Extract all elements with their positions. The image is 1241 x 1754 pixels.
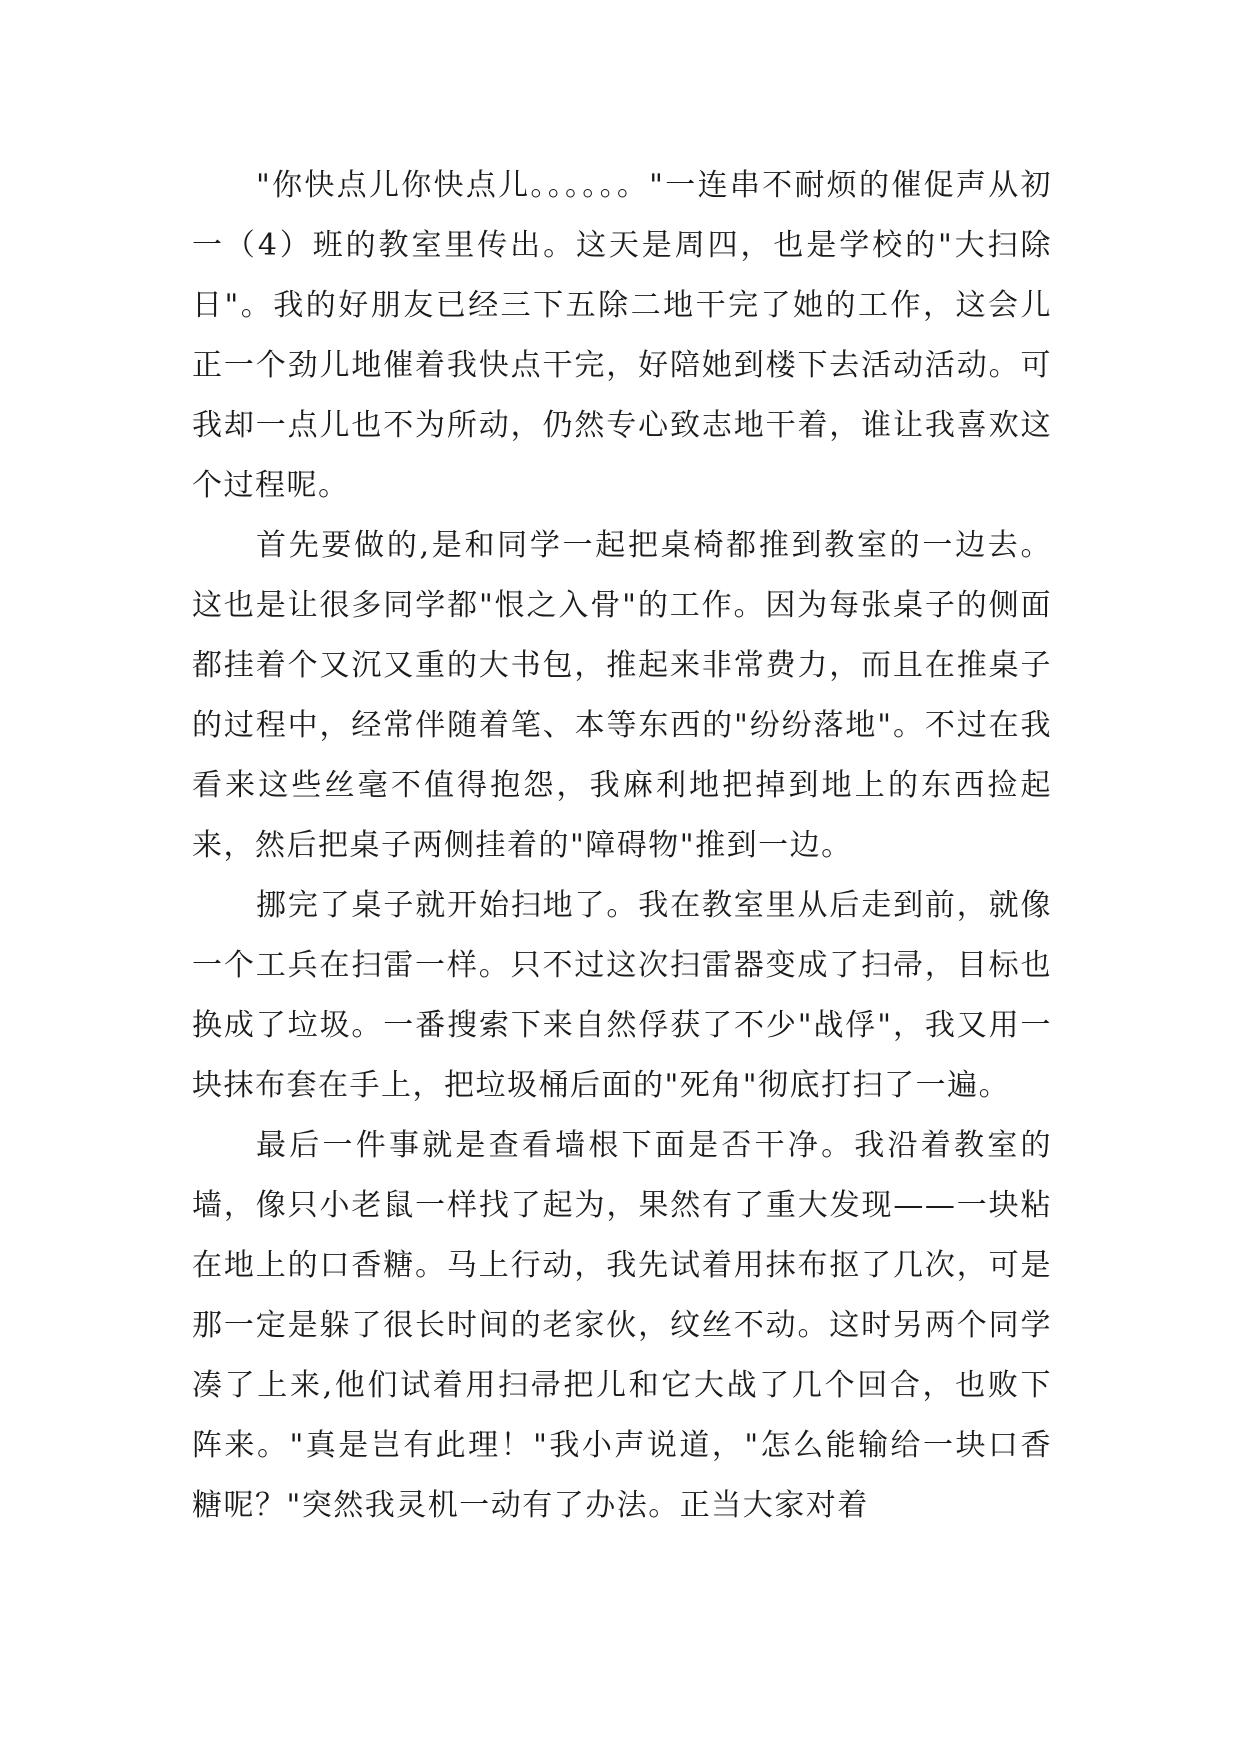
paragraph-4: 最后一件事就是查看墙根下面是否干净。我沿着教室的墙，像只小老鼠一样找了起为，果然有了重大发现——一块粘在地上的口香糖。马上行动，我先试着用抹布抠了几次，可是那一定是躲了很长时间的老家伙，纹丝不动。这时另两个同学凑了上来,他们试着用扫帚把儿和它大战了几个回合，也败下阵来。"真是岂有此理！"我小声说道，"怎么能输给一块口香糖呢？"突然我灵机一动有了办法。正当大家对着 <box>192 1128 1052 1523</box>
paragraph-1: "你快点儿你快点儿。。。。。。"一连串不耐烦的催促声从初一（4）班的教室里传出。这天是周四，也是学校的"大扫除日"。我的好朋友已经三下五除二地干完了她的工作，这会儿正一个劲儿地催着我快点干完，好陪她到楼下去活动活动。可我却一点儿也不为所动，仍然专心致志地干着，谁让我喜欢这个过程呢。 <box>192 168 1052 503</box>
paragraph-3: 挪完了桌子就开始扫地了。我在教室里从后走到前，就像一个工兵在扫雷一样。只不过这次扫雷器变成了扫帚，目标也换成了垃圾。一番搜索下来自然俘获了不少"战俘"，我又用一块抹布套在手上，把垃圾桶后面的"死角"彻底打扫了一遍。 <box>192 888 1052 1103</box>
paragraph-2: 首先要做的,是和同学一起把桌椅都推到教室的一边去。这也是让很多同学都"恨之入骨"的工作。因为每张桌子的侧面都挂着个又沉又重的大书包，推起来非常费力，而且在推桌子的过程中，经常伴随着笔、本等东西的"纷纷落地"。不过在我看来这些丝毫不值得抱怨，我麻利地把掉到地上的东西捡起来，然后把桌子两侧挂着的"障碍物"推到一边。 <box>192 528 1052 863</box>
essay-body <box>192 156 1052 1536</box>
